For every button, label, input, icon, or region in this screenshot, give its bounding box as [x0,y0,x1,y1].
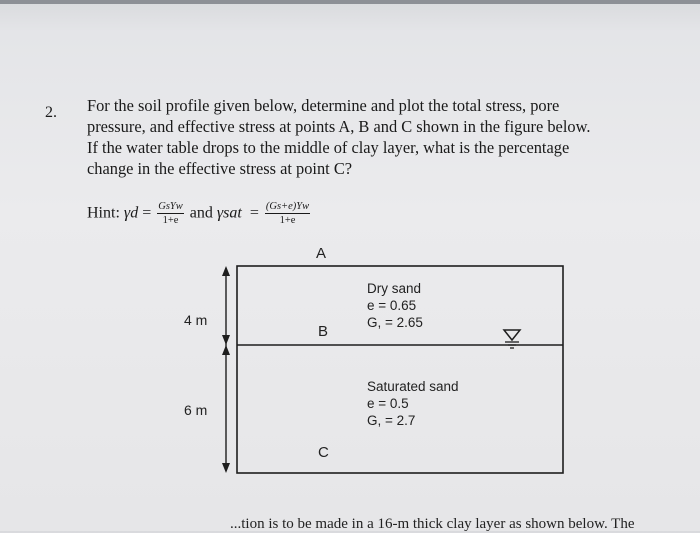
gamma-d-numerator: GsYw [158,201,183,212]
gamma-sat-denominator: 1+e [279,215,296,226]
next-question-line: ...tion is to be made in a 16-m thick clay layer as shown below. The [230,516,635,532]
question-line-3: If the water table drops to the middle of clay layer, what is the percentage [87,138,570,157]
question-number: 2. [45,104,57,121]
question-line-1: For the soil profile given below, determine and plot the total stress, pore [87,96,560,115]
layer2-name: Saturated sand [367,379,459,394]
layer1-specific-gravity: G, = 2.65 [367,315,423,330]
dim-arrow-mid-up [222,335,230,345]
layer1-void-ratio: e = 0.65 [367,298,417,313]
gamma-d-symbol: γd [123,204,139,222]
gamma-sat-symbol: γsat [216,204,242,222]
question-line-4: change in the effective stress at point C? [87,159,353,178]
dim-arrow-bottom [222,463,230,473]
gamma-d-denominator: 1+e [162,215,179,226]
layer2-properties [367,378,459,429]
dim-arrow-top [222,266,230,276]
hint-and: and [189,204,213,222]
depth-6m-label: 6 m [184,402,208,418]
point-b-label: B [318,323,329,340]
layer1-properties [367,280,423,331]
layer2-specific-gravity: G, = 2.7 [367,413,416,428]
point-c-label: C [318,444,329,461]
hint-label: Hint: [87,204,120,222]
hint-formula: Hint: γd = $\frac{\text{GsYw}}{1+e}$ and γsat = $\frac{(Gs+e)Yw}{1+e}$ [87,201,310,226]
depth-4m-label: 4 m [184,312,208,328]
layer2-void-ratio: e = 0.5 [367,396,409,411]
question-line-2: pressure, and effective stress at points A, B and C shown in the figure below. [87,117,591,136]
layer1-name: Dry sand [367,281,422,296]
dim-arrow-mid-down [222,345,230,355]
gamma-sat-numerator: (Gs+e)Yw [265,201,310,212]
point-a-label: A [316,245,327,262]
